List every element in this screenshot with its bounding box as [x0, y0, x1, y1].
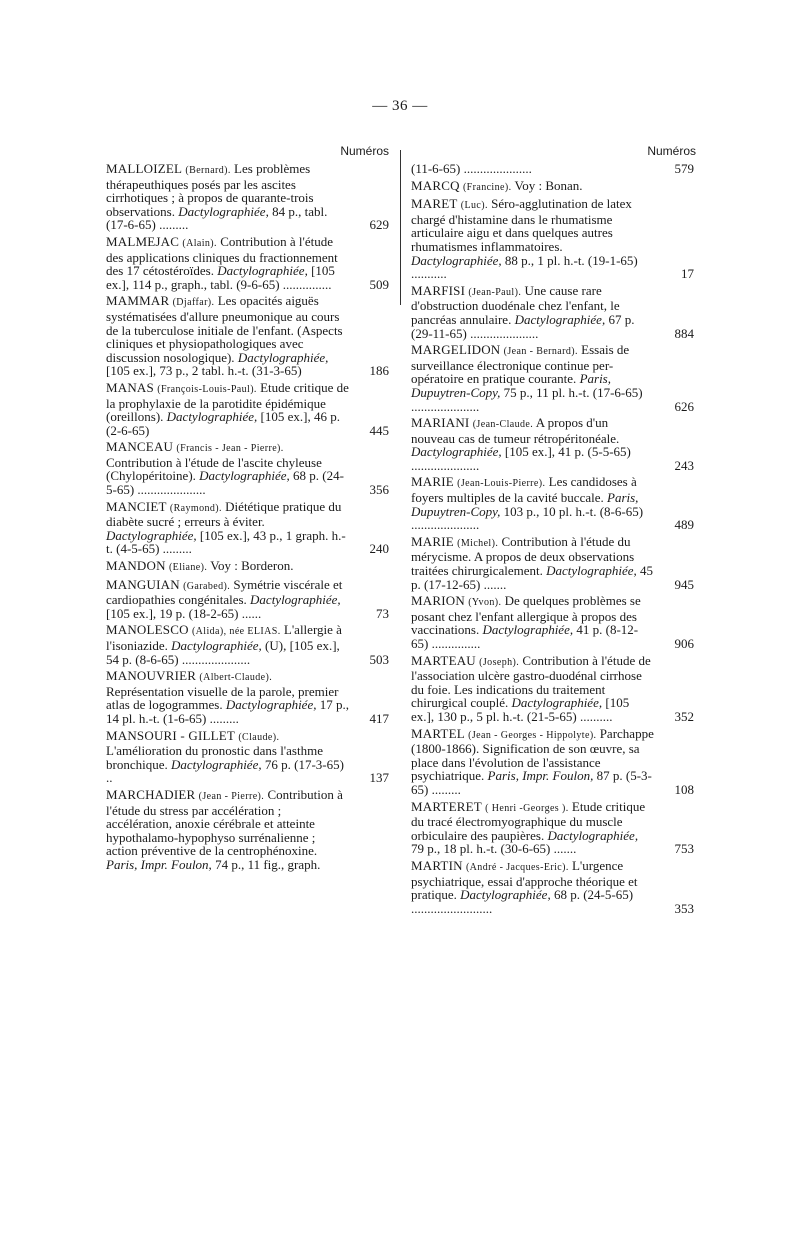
author-given-names: (Francis - Jean - Pierre).: [176, 443, 284, 455]
entry-number: 503: [369, 651, 389, 667]
publication-info: Dactylographiée,: [199, 468, 290, 484]
physical-description: 84 p., tabl. (17-6-65) .........: [106, 203, 328, 233]
thesis-entry: [411, 162, 694, 176]
thesis-title: L'urgence psychiatrique, essai d'approche théorique et pratique.: [411, 857, 638, 903]
physical-description: 88 p., 1 pl. h.-t. (19-1-65) ...........: [411, 252, 638, 282]
entry-number: 753: [674, 841, 694, 857]
physical-description: 68 p. (24-5-65) .........................: [411, 887, 634, 916]
author-given-names: (Albert-Claude).: [199, 672, 273, 684]
entry-number: 509: [369, 276, 389, 292]
thesis-entry: [106, 500, 389, 556]
entry-text: [411, 654, 694, 724]
author-given-names: (Jean-Claude.: [472, 419, 534, 431]
entry-text: [106, 788, 389, 872]
publication-info: Dactylographiée,: [511, 695, 603, 711]
thesis-entry: [411, 475, 694, 531]
author-surname: MANDON: [106, 558, 166, 574]
author-given-names: (Eliane).: [168, 562, 208, 574]
physical-description: 68 p. (24-5-65) .....................: [106, 468, 344, 498]
right-column: [411, 140, 694, 918]
author-given-names: (Francine).: [462, 181, 512, 193]
entry-text: [411, 162, 694, 176]
author-surname: MARTIN: [411, 857, 463, 873]
publication-info: Dactylographiée,: [514, 311, 606, 327]
thesis-entry: [106, 235, 389, 291]
author-given-names: (Raymond).: [169, 502, 222, 514]
physical-description: 67 p. (29-11-65) .....................: [411, 311, 635, 341]
thesis-title: De quelques problèmes se posant chez l'enfant allergique à propos des vaccinations.: [411, 593, 641, 638]
author-given-names: (Alain).: [182, 237, 217, 249]
physical-description: 87 p. (5-3-65) .........: [411, 768, 652, 797]
publication-info: Dactylographiée,: [411, 252, 502, 268]
entry-text: [106, 440, 389, 496]
numeros-header: Numéros: [647, 144, 696, 158]
thesis-title: Diététique pratique du diabète sucré ; erreurs à éviter.: [106, 498, 342, 530]
entry-number: 945: [674, 576, 694, 592]
thesis-title: Voy : Bonan.: [514, 177, 583, 193]
thesis-title: Représentation visuelle de la parole, premier atlas de logogrammes.: [106, 683, 339, 713]
author-surname: MARIANI: [411, 415, 470, 431]
physical-description: [105 ex.], 19 p. (18-2-65) ......: [106, 605, 262, 621]
physical-description: 74 p., 11 fig., graph.: [215, 856, 321, 872]
author-surname: MARIE: [411, 533, 454, 549]
publication-info: Dactylographiée,: [225, 697, 317, 713]
publication-info: Paris, Impr. Foulon,: [487, 768, 594, 784]
entry-text: [411, 859, 694, 915]
thesis-entry: [106, 381, 389, 437]
physical-description: 17 p., 14 pl. h.-t. (1-6-65) .........: [106, 697, 349, 726]
entry-text: [411, 416, 694, 472]
thesis-title: Contribution à l'étude du mérycisme. A propos de deux observations traitées chirurgicalement.: [411, 533, 635, 579]
author-given-names: (Alida), née ELIAS.: [191, 626, 281, 638]
author-surname: MARTERET: [411, 798, 482, 814]
thesis-entry: [106, 623, 389, 666]
entry-text: [106, 578, 389, 621]
physical-description: (U), [105 ex.], 54 p. (8-6-65) .....................: [106, 638, 340, 667]
entry-text: [411, 727, 694, 797]
entry-number: 186: [369, 363, 389, 379]
physical-description: [105 ex.], 73 p., 2 tabl. h.-t. (31-3-65): [106, 363, 302, 379]
publication-info: Dactylographiée,: [411, 444, 502, 460]
author-given-names: (Luc).: [460, 200, 488, 212]
thesis-entry: [106, 559, 389, 575]
physical-description: 103 p., 10 pl. h.-t. (8-6-65) .....................: [411, 503, 644, 533]
physical-description: [105 ex.], 41 p. (5-5-65) .....................: [411, 444, 631, 473]
publication-info: Dactylographiée,: [166, 409, 258, 425]
thesis-title: Essais de surveillance électronique continue per-opératoire en pratique courante.: [411, 342, 630, 387]
thesis-entry: [411, 800, 694, 856]
thesis-entry: [411, 197, 694, 281]
author-surname: MANAS: [106, 379, 154, 395]
author-given-names: (Jean-Louis-Pierre).: [457, 478, 546, 490]
thesis-entry: [106, 440, 389, 496]
publication-info: Dactylographiée,: [171, 638, 262, 653]
entry-text: [411, 179, 694, 195]
entry-number: 356: [369, 482, 389, 498]
entry-text: [411, 475, 694, 531]
author-given-names: (Jean - Bernard).: [503, 346, 578, 358]
thesis-title: A propos d'un nouveau cas de tumeur rétropéritonéale.: [411, 415, 620, 446]
entry-number: 489: [674, 517, 694, 533]
physical-description: 75 p., 11 pl. h.-t. (17-6-65) .....................: [411, 384, 643, 414]
entry-number: 884: [674, 325, 694, 341]
thesis-entry: [411, 727, 694, 797]
thesis-title: Contribution à l'étude de l'association ulcère gastro-duodénal cirrhose du foie. Les indications du traitement chirurgical couplé.: [411, 652, 651, 711]
author-surname: MANOLESCO: [106, 622, 189, 638]
entry-text: [411, 284, 694, 340]
author-surname: MANOUVRIER: [106, 668, 197, 684]
numeros-header: Numéros: [340, 144, 389, 158]
thesis-entry: [106, 788, 389, 872]
column-divider: [400, 150, 401, 305]
thesis-title: L'allergie à l'isoniazide.: [106, 622, 342, 653]
entry-text: [106, 729, 389, 785]
author-given-names: (François-Louis-Paul).: [157, 383, 257, 395]
entry-text: [411, 197, 694, 281]
physical-description: 76 p. (17-3-65) ..: [106, 756, 344, 786]
entry-number: 17: [681, 266, 694, 282]
entry-text: [411, 535, 694, 591]
publication-info: Dactylographiée,: [482, 622, 574, 638]
entry-number: 629: [369, 217, 389, 233]
author-surname: MANCEAU: [106, 439, 174, 455]
author-given-names: ( Henri -Georges ).: [485, 802, 569, 814]
entry-text: [106, 294, 389, 378]
entry-text: [411, 594, 694, 650]
thesis-title: Contribution à l'étude des applications cliniques du fractionnement des 17 cétostéroïdes.: [106, 233, 338, 279]
publication-info: Dactylographiée,: [217, 263, 308, 279]
publication-info: Dactylographiée,: [250, 592, 341, 608]
publication-info: Dactylographiée,: [546, 563, 637, 579]
author-surname: MARCQ: [411, 177, 460, 193]
publication-info: Paris, Impr. Foulon,: [106, 856, 212, 872]
thesis-title: L'amélioration du pronostic dans l'asthme bronchique.: [106, 743, 323, 772]
thesis-entry: [106, 578, 389, 621]
thesis-title: Séro-agglutination de latex chargé d'histamine dans le rhumatisme articulaire aigu et dans quelques autres rhumatismes inflammatoires.: [411, 196, 632, 254]
thesis-title: Les candidoses à foyers multiples de la cavité buccale.: [411, 474, 637, 506]
publication-info: Dactylographiée,: [237, 349, 329, 365]
author-surname: MARGELIDON: [411, 342, 501, 358]
entry-text: [106, 623, 389, 666]
thesis-title: Les opacités aiguës systématisées d'allure pneumonique au cours de la tuberculose initiale de l'enfant. (Aspects cliniques et physiopathologiques avec discussion nosologique).: [106, 293, 343, 365]
entry-text: [411, 800, 694, 856]
thesis-title: Une cause rare d'obstruction duodénale chez l'enfant, le pancréas annulaire.: [411, 282, 620, 327]
author-surname: MANSOURI - GILLET: [106, 727, 236, 743]
thesis-title: Parchappe (1800-1866). Signification de son œuvre, sa place dans l'évolution de l'assistance psychiatrique.: [411, 725, 654, 784]
publication-info: Dactylographiée,: [547, 827, 639, 843]
entry-text: [411, 343, 694, 413]
entry-number: 352: [674, 708, 694, 724]
thesis-title: Les problèmes thérapeuthiques posés par les ascites cirrhotiques ; à propos de quarante-trois observations.: [106, 161, 314, 219]
thesis-entry: [411, 416, 694, 472]
author-surname: MARET: [411, 196, 458, 212]
entry-text: [106, 162, 389, 232]
left-column: [106, 140, 389, 875]
author-surname: MARIE: [411, 474, 454, 490]
physical-description: 45 p. (17-12-65) .......: [411, 563, 653, 592]
author-surname: MARION: [411, 593, 465, 609]
entry-number: 240: [369, 541, 389, 557]
thesis-entry: [411, 179, 694, 195]
entry-number: 353: [674, 900, 694, 916]
author-surname: MANGUIAN: [106, 576, 180, 592]
thesis-title: Voy : Borderon.: [210, 558, 294, 574]
thesis-entry: [106, 729, 389, 785]
thesis-title: (11-6-65) .....................: [411, 161, 532, 176]
physical-description: [105 ex.], 46 p. (2-6-65): [106, 409, 340, 438]
publication-info: Paris, Dupuytren-Copy,: [411, 371, 611, 400]
entry-number: 73: [376, 605, 389, 621]
thesis-entry: [411, 284, 694, 340]
author-given-names: (Jean-Paul).: [468, 286, 522, 298]
page-number: — 36 —: [372, 98, 428, 114]
physical-description: [105 ex.], 43 p., 1 graph. h.-t. (4-5-65) .........: [106, 527, 346, 557]
entry-number: 137: [369, 770, 389, 786]
publication-info: Dactylographiée,: [178, 203, 269, 219]
entry-text: [106, 669, 389, 725]
entry-text: [106, 500, 389, 556]
thesis-title: Contribution à l'étude de l'ascite chyleuse (Chylopéritoine).: [106, 454, 322, 484]
author-surname: MARTEL: [411, 725, 465, 741]
thesis-title: Etude critique de la prophylaxie de la parotidite épidémique (oreillons).: [106, 379, 349, 425]
author-given-names: (Yvon).: [468, 597, 502, 609]
physical-description: 41 p. (8-12-65) ...............: [411, 622, 639, 651]
publication-info: Dactylographiée,: [170, 756, 262, 772]
entry-number: 445: [369, 422, 389, 438]
entry-text: [106, 381, 389, 437]
author-given-names: (André - Jacques-Eric).: [465, 861, 569, 873]
author-surname: MANCIET: [106, 498, 167, 514]
entry-number: 417: [369, 710, 389, 726]
publication-info: Dactylographiée,: [106, 527, 197, 543]
thesis-entry: [411, 594, 694, 650]
thesis-entry: [106, 162, 389, 232]
author-given-names: (Claude).: [238, 731, 280, 743]
physical-description: [105 ex.], 114 p., graph., tabl. (9-6-65) ...............: [106, 263, 335, 292]
entry-number: 243: [674, 457, 694, 473]
entry-number: 906: [674, 636, 694, 651]
author-given-names: (Garabed).: [183, 580, 231, 592]
thesis-title: Contribution à l'étude du stress par accélération ; accélération, anoxie cérébrale et atteinte hypothalamo-hypophyso surrénalienne ; action préventive de la centrophénoxine.: [106, 786, 343, 859]
entry-number: 579: [674, 161, 694, 176]
publication-info: Dactylographiée,: [460, 887, 551, 903]
author-surname: MARFISI: [411, 282, 466, 298]
author-given-names: (Michel).: [457, 537, 499, 549]
thesis-entry: [106, 294, 389, 378]
author-surname: MAMMAR: [106, 293, 170, 309]
author-given-names: (Djaffar).: [172, 297, 215, 309]
thesis-entry: [106, 669, 389, 725]
author-surname: MALMEJAC: [106, 233, 180, 249]
author-given-names: (Jean - Pierre).: [198, 790, 265, 802]
thesis-entry: [411, 654, 694, 724]
physical-description: [105 ex.], 130 p., 5 pl. h.-t. (21-5-65) ..........: [411, 695, 630, 724]
physical-description: 79 p., 18 pl. h.-t. (30-6-65) .......: [411, 841, 577, 857]
author-surname: MARTEAU: [411, 652, 476, 668]
entry-text: [106, 235, 389, 291]
author-given-names: (Jean - Georges - Hippolyte).: [468, 729, 597, 741]
publication-info: Paris, Dupuytren-Copy,: [411, 490, 639, 519]
author-given-names: (Bernard).: [185, 165, 231, 176]
thesis-entry: [411, 859, 694, 915]
thesis-entry: [411, 343, 694, 413]
entry-number: 626: [674, 398, 694, 414]
author-surname: MALLOIZEL: [106, 161, 183, 176]
entry-number: 108: [674, 781, 694, 797]
author-given-names: (Joseph).: [479, 656, 520, 668]
author-surname: MARCHADIER: [106, 786, 196, 802]
thesis-entry: [411, 535, 694, 591]
entry-text: [106, 559, 389, 575]
thesis-title: Etude critique du tracé électromyographique du muscle orbiculaire des paupières.: [411, 798, 646, 843]
thesis-title: Symétrie viscérale et cardiopathies congénitales.: [106, 576, 343, 608]
